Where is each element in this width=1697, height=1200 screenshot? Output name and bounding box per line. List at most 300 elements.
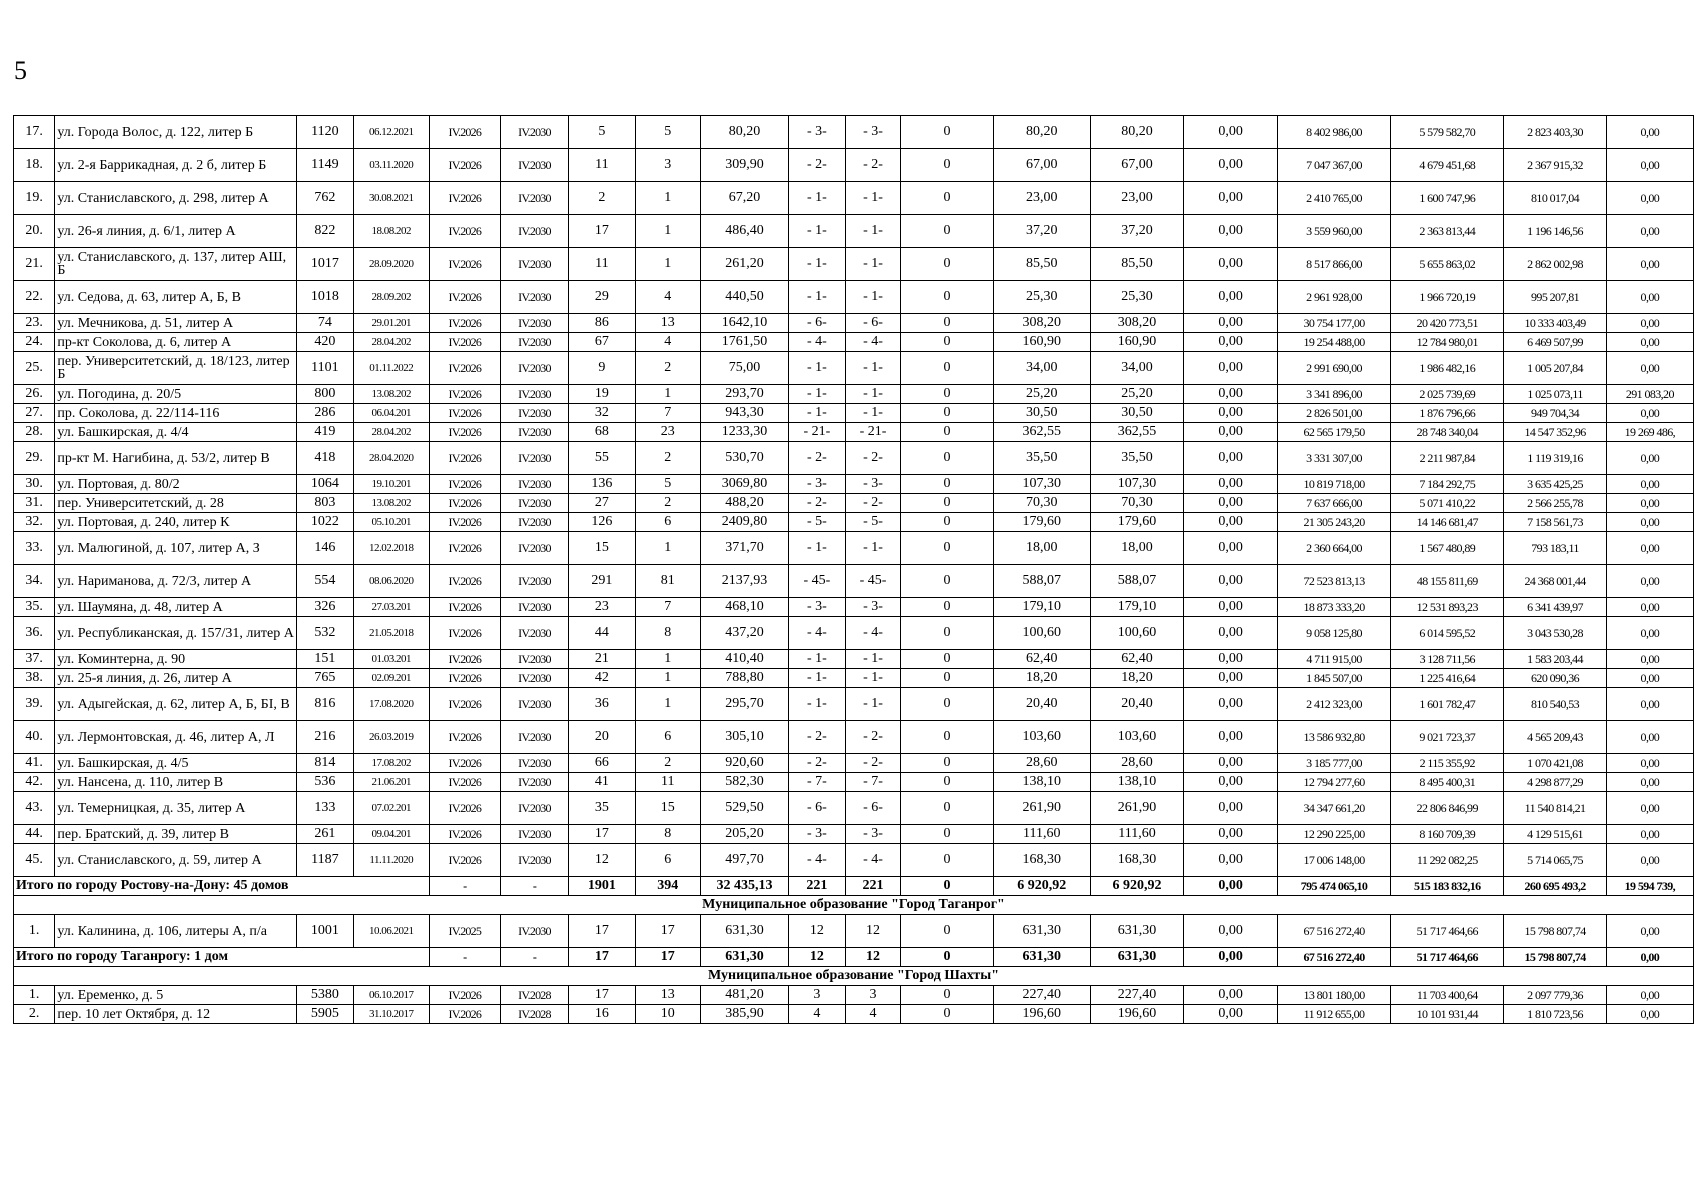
- plan-start-cell: IV.2026: [429, 149, 500, 182]
- area-c-cell: 0,00: [1184, 215, 1278, 248]
- date-cell: 17.08.2020: [353, 688, 429, 721]
- row-number: 29.: [14, 442, 55, 475]
- apartments-cell: 6: [635, 844, 700, 877]
- residents-cell: 17: [569, 215, 635, 248]
- table-row: [14, 494, 1694, 513]
- row-number: 20.: [14, 215, 55, 248]
- row-number: 34.: [14, 565, 55, 598]
- table-row: [14, 1005, 1694, 1024]
- date-cell: 12.02.2018: [353, 532, 429, 565]
- total-fund-cost-cell: 51 717 464,66: [1391, 948, 1504, 967]
- apartments-cell: 8: [635, 617, 700, 650]
- table-row: [14, 248, 1694, 281]
- units-b-cell: - 3-: [845, 475, 901, 494]
- regional-cost-cell: 2 097 779,36: [1504, 986, 1606, 1005]
- address-cell: ул. 2-я Баррикадная, д. 2 б, литер Б: [55, 149, 297, 182]
- registry-number-cell: 1018: [297, 281, 354, 314]
- plan-start-cell: IV.2026: [429, 754, 500, 773]
- area-b-cell: 138,10: [1090, 773, 1184, 792]
- plan-start-cell: IV.2026: [429, 333, 500, 352]
- row-number: 42.: [14, 773, 55, 792]
- plan-end-cell: IV.2030: [500, 565, 569, 598]
- area-cell: 468,10: [700, 598, 788, 617]
- area-b-cell: 308,20: [1090, 314, 1184, 333]
- municipality-heading: Муниципальное образование "Город Таганрог": [14, 896, 1694, 915]
- plan-start-cell: IV.2026: [429, 182, 500, 215]
- table-row: [14, 754, 1694, 773]
- total-cost-cell: 2 412 323,00: [1277, 688, 1390, 721]
- local-cost-cell: 0,00: [1606, 333, 1693, 352]
- regional-cost-cell: 1 810 723,56: [1504, 1005, 1606, 1024]
- fund-cost-cell: 7 184 292,75: [1391, 475, 1504, 494]
- local-cost-cell: 0,00: [1606, 565, 1693, 598]
- local-cost-cell: 0,00: [1606, 494, 1693, 513]
- total-residents-cell: 1901: [569, 877, 635, 896]
- fund-cost-cell: 2 025 739,69: [1391, 385, 1504, 404]
- area-a-cell: 67,00: [993, 149, 1090, 182]
- area-cell: 1642,10: [700, 314, 788, 333]
- units-a-cell: - 4-: [789, 844, 846, 877]
- plan-end-cell: IV.2030: [500, 844, 569, 877]
- units-a-cell: - 1-: [789, 404, 846, 423]
- address-cell: ул. Седова, д. 63, литер А, Б, В: [55, 281, 297, 314]
- date-cell: 28.04.2020: [353, 442, 429, 475]
- fund-cost-cell: 22 806 846,99: [1391, 792, 1504, 825]
- units-a-cell: - 1-: [789, 182, 846, 215]
- date-cell: 21.06.201: [353, 773, 429, 792]
- plan-end-cell: IV.2030: [500, 442, 569, 475]
- area-b-cell: 18,00: [1090, 532, 1184, 565]
- plan-end-cell: IV.2030: [500, 248, 569, 281]
- date-cell: 13.08.202: [353, 385, 429, 404]
- plan-end-cell: IV.2030: [500, 494, 569, 513]
- units-a-cell: - 7-: [789, 773, 846, 792]
- registry-number-cell: 286: [297, 404, 354, 423]
- area-c-cell: 0,00: [1184, 825, 1278, 844]
- area-c-cell: 0,00: [1184, 754, 1278, 773]
- area-a-cell: 179,60: [993, 513, 1090, 532]
- area-c-cell: 0,00: [1184, 281, 1278, 314]
- local-cost-cell: 0,00: [1606, 532, 1693, 565]
- table-row: [14, 149, 1694, 182]
- housing-register-table: [13, 115, 1694, 1024]
- registry-number-cell: 326: [297, 598, 354, 617]
- apartments-cell: 1: [635, 650, 700, 669]
- area-c-cell: 0,00: [1184, 669, 1278, 688]
- residents-cell: 42: [569, 669, 635, 688]
- registry-number-cell: 419: [297, 423, 354, 442]
- area-a-cell: 100,60: [993, 617, 1090, 650]
- units-b-cell: - 4-: [845, 617, 901, 650]
- local-cost-cell: 0,00: [1606, 773, 1693, 792]
- registry-number-cell: 151: [297, 650, 354, 669]
- apartments-cell: 4: [635, 281, 700, 314]
- registry-number-cell: 1001: [297, 915, 354, 948]
- row-number: 1.: [14, 915, 55, 948]
- area-a-cell: 25,30: [993, 281, 1090, 314]
- units-a-cell: - 2-: [789, 754, 846, 773]
- plan-start-cell: IV.2026: [429, 825, 500, 844]
- zero-cell: 0: [901, 475, 994, 494]
- units-a-cell: - 1-: [789, 532, 846, 565]
- address-cell: ул. Шаумяна, д. 48, литер А: [55, 598, 297, 617]
- plan-start-cell: IV.2026: [429, 773, 500, 792]
- residents-cell: 41: [569, 773, 635, 792]
- area-c-cell: 0,00: [1184, 1005, 1278, 1024]
- area-a-cell: 179,10: [993, 598, 1090, 617]
- total-cost-cell: 11 912 655,00: [1277, 1005, 1390, 1024]
- regional-cost-cell: 1 119 319,16: [1504, 442, 1606, 475]
- total-units-a-cell: 12: [789, 948, 846, 967]
- plan-end-cell: IV.2030: [500, 314, 569, 333]
- units-a-cell: - 5-: [789, 513, 846, 532]
- table-row: [14, 314, 1694, 333]
- units-a-cell: - 4-: [789, 617, 846, 650]
- area-cell: 80,20: [700, 116, 788, 149]
- row-number: 23.: [14, 314, 55, 333]
- area-b-cell: 37,20: [1090, 215, 1184, 248]
- area-c-cell: 0,00: [1184, 721, 1278, 754]
- residents-cell: 16: [569, 1005, 635, 1024]
- total-cost-cell: 12 290 225,00: [1277, 825, 1390, 844]
- table-row: [14, 513, 1694, 532]
- zero-cell: 0: [901, 215, 994, 248]
- area-c-cell: 0,00: [1184, 773, 1278, 792]
- local-cost-cell: 0,00: [1606, 598, 1693, 617]
- zero-cell: 0: [901, 532, 994, 565]
- local-cost-cell: 0,00: [1606, 650, 1693, 669]
- total-cost-cell: 8 517 866,00: [1277, 248, 1390, 281]
- plan-end-cell: IV.2030: [500, 688, 569, 721]
- area-cell: 385,90: [700, 1005, 788, 1024]
- apartments-cell: 5: [635, 116, 700, 149]
- apartments-cell: 13: [635, 314, 700, 333]
- total-local-cost-cell: 0,00: [1606, 948, 1693, 967]
- regional-cost-cell: 1 005 207,84: [1504, 352, 1606, 385]
- units-a-cell: - 1-: [789, 248, 846, 281]
- fund-cost-cell: 5 579 582,70: [1391, 116, 1504, 149]
- fund-cost-cell: 1 601 782,47: [1391, 688, 1504, 721]
- apartments-cell: 15: [635, 792, 700, 825]
- residents-cell: 12: [569, 844, 635, 877]
- zero-cell: 0: [901, 565, 994, 598]
- local-cost-cell: 0,00: [1606, 513, 1693, 532]
- units-a-cell: - 6-: [789, 314, 846, 333]
- local-cost-cell: 0,00: [1606, 281, 1693, 314]
- area-a-cell: 85,50: [993, 248, 1090, 281]
- regional-cost-cell: 14 547 352,96: [1504, 423, 1606, 442]
- zero-cell: 0: [901, 333, 994, 352]
- fund-cost-cell: 2 363 813,44: [1391, 215, 1504, 248]
- table-row: [14, 333, 1694, 352]
- area-cell: 481,20: [700, 986, 788, 1005]
- total-area-cell: 32 435,13: [700, 877, 788, 896]
- date-cell: 31.10.2017: [353, 1005, 429, 1024]
- registry-number-cell: 1149: [297, 149, 354, 182]
- plan-start-cell: IV.2026: [429, 494, 500, 513]
- regional-cost-cell: 4 565 209,43: [1504, 721, 1606, 754]
- plan-start-cell: IV.2026: [429, 385, 500, 404]
- area-a-cell: 111,60: [993, 825, 1090, 844]
- total-apartments-cell: 394: [635, 877, 700, 896]
- area-a-cell: 160,90: [993, 333, 1090, 352]
- area-c-cell: 0,00: [1184, 986, 1278, 1005]
- residents-cell: 68: [569, 423, 635, 442]
- zero-cell: 0: [901, 915, 994, 948]
- area-a-cell: 28,60: [993, 754, 1090, 773]
- zero-cell: 0: [901, 650, 994, 669]
- total-area-c-cell: 0,00: [1184, 948, 1278, 967]
- registry-number-cell: 1017: [297, 248, 354, 281]
- residents-cell: 9: [569, 352, 635, 385]
- plan-end-cell: IV.2030: [500, 423, 569, 442]
- plan-end-cell: IV.2030: [500, 385, 569, 404]
- plan-start-cell: IV.2026: [429, 617, 500, 650]
- date-cell: 06.10.2017: [353, 986, 429, 1005]
- units-b-cell: - 2-: [845, 754, 901, 773]
- regional-cost-cell: 3 635 425,25: [1504, 475, 1606, 494]
- plan-start-cell: IV.2026: [429, 352, 500, 385]
- fund-cost-cell: 5 071 410,22: [1391, 494, 1504, 513]
- units-b-cell: - 1-: [845, 532, 901, 565]
- residents-cell: 29: [569, 281, 635, 314]
- area-a-cell: 588,07: [993, 565, 1090, 598]
- total-total-cost-cell: 795 474 065,10: [1277, 877, 1390, 896]
- local-cost-cell: 0,00: [1606, 116, 1693, 149]
- area-a-cell: 62,40: [993, 650, 1090, 669]
- residents-cell: 35: [569, 792, 635, 825]
- area-c-cell: 0,00: [1184, 182, 1278, 215]
- area-cell: 530,70: [700, 442, 788, 475]
- area-c-cell: 0,00: [1184, 475, 1278, 494]
- residents-cell: 55: [569, 442, 635, 475]
- area-c-cell: 0,00: [1184, 333, 1278, 352]
- units-b-cell: - 1-: [845, 669, 901, 688]
- residents-cell: 11: [569, 248, 635, 281]
- total-cost-cell: 19 254 488,00: [1277, 333, 1390, 352]
- date-cell: 28.09.2020: [353, 248, 429, 281]
- area-b-cell: 30,50: [1090, 404, 1184, 423]
- row-number: 36.: [14, 617, 55, 650]
- plan-end-cell: IV.2028: [500, 1005, 569, 1024]
- regional-cost-cell: 10 333 403,49: [1504, 314, 1606, 333]
- plan-end-cell: IV.2030: [500, 754, 569, 773]
- total-units-b-cell: 221: [845, 877, 901, 896]
- units-b-cell: - 2-: [845, 494, 901, 513]
- plan-start-cell: IV.2026: [429, 598, 500, 617]
- total-area-b-cell: 6 920,92: [1090, 877, 1184, 896]
- residents-cell: 17: [569, 825, 635, 844]
- address-cell: пр-кт Соколова, д. 6, литер А: [55, 333, 297, 352]
- units-a-cell: - 1-: [789, 650, 846, 669]
- date-cell: 01.11.2022: [353, 352, 429, 385]
- zero-cell: 0: [901, 1005, 994, 1024]
- area-c-cell: 0,00: [1184, 314, 1278, 333]
- plan-start-cell: IV.2026: [429, 650, 500, 669]
- registry-number-cell: 74: [297, 314, 354, 333]
- apartments-cell: 17: [635, 915, 700, 948]
- area-b-cell: 103,60: [1090, 721, 1184, 754]
- total-cost-cell: 2 826 501,00: [1277, 404, 1390, 423]
- local-cost-cell: 0,00: [1606, 215, 1693, 248]
- total-row: [14, 948, 1694, 967]
- table-row: [14, 598, 1694, 617]
- local-cost-cell: 0,00: [1606, 792, 1693, 825]
- area-cell: 305,10: [700, 721, 788, 754]
- fund-cost-cell: 1 986 482,16: [1391, 352, 1504, 385]
- area-cell: 497,70: [700, 844, 788, 877]
- area-b-cell: 362,55: [1090, 423, 1184, 442]
- plan-start-cell: IV.2026: [429, 513, 500, 532]
- date-cell: 17.08.202: [353, 754, 429, 773]
- residents-cell: 19: [569, 385, 635, 404]
- total-zero-cell: 0: [901, 948, 994, 967]
- local-cost-cell: 0,00: [1606, 1005, 1693, 1024]
- table-row: [14, 915, 1694, 948]
- address-cell: пр-кт М. Нагибина, д. 53/2, литер В: [55, 442, 297, 475]
- area-cell: 943,30: [700, 404, 788, 423]
- area-cell: 261,20: [700, 248, 788, 281]
- address-cell: пер. Университетский, д. 18/123, литер Б: [55, 352, 297, 385]
- units-b-cell: - 1-: [845, 281, 901, 314]
- address-cell: ул. Города Волос, д. 122, литер Б: [55, 116, 297, 149]
- area-b-cell: 196,60: [1090, 1005, 1184, 1024]
- regional-cost-cell: 24 368 001,44: [1504, 565, 1606, 598]
- table-row: [14, 475, 1694, 494]
- regional-cost-cell: 949 704,34: [1504, 404, 1606, 423]
- plan-end-cell: IV.2030: [500, 915, 569, 948]
- row-number: 25.: [14, 352, 55, 385]
- fund-cost-cell: 1 876 796,66: [1391, 404, 1504, 423]
- date-cell: 28.04.202: [353, 423, 429, 442]
- total-cost-cell: 30 754 177,00: [1277, 314, 1390, 333]
- row-number: 17.: [14, 116, 55, 149]
- total-cost-cell: 7 047 367,00: [1277, 149, 1390, 182]
- plan-start-cell: IV.2026: [429, 721, 500, 754]
- area-a-cell: 138,10: [993, 773, 1090, 792]
- address-cell: ул. Темерницкая, д. 35, литер А: [55, 792, 297, 825]
- residents-cell: 32: [569, 404, 635, 423]
- area-b-cell: 34,00: [1090, 352, 1184, 385]
- fund-cost-cell: 1 600 747,96: [1391, 182, 1504, 215]
- area-b-cell: 20,40: [1090, 688, 1184, 721]
- plan-start-cell: IV.2026: [429, 423, 500, 442]
- total-cost-cell: 9 058 125,80: [1277, 617, 1390, 650]
- regional-cost-cell: 11 540 814,21: [1504, 792, 1606, 825]
- area-c-cell: 0,00: [1184, 565, 1278, 598]
- table-row: [14, 986, 1694, 1005]
- units-a-cell: - 1-: [789, 385, 846, 404]
- total-label: Итого по городу Таганрогу: 1 дом: [14, 948, 430, 967]
- regional-cost-cell: 2 566 255,78: [1504, 494, 1606, 513]
- apartments-cell: 1: [635, 215, 700, 248]
- registry-number-cell: 1120: [297, 116, 354, 149]
- units-a-cell: - 4-: [789, 333, 846, 352]
- plan-start-cell: IV.2026: [429, 532, 500, 565]
- table-row: [14, 688, 1694, 721]
- apartments-cell: 2: [635, 494, 700, 513]
- regional-cost-cell: 793 183,11: [1504, 532, 1606, 565]
- registry-number-cell: 765: [297, 669, 354, 688]
- regional-cost-cell: 1 025 073,11: [1504, 385, 1606, 404]
- fund-cost-cell: 11 703 400,64: [1391, 986, 1504, 1005]
- area-cell: 67,20: [700, 182, 788, 215]
- residents-cell: 21: [569, 650, 635, 669]
- plan-end-cell: IV.2030: [500, 650, 569, 669]
- row-number: 44.: [14, 825, 55, 844]
- units-a-cell: - 3-: [789, 116, 846, 149]
- local-cost-cell: 0,00: [1606, 475, 1693, 494]
- plan-end-cell: IV.2030: [500, 149, 569, 182]
- plan-end-cell: IV.2030: [500, 532, 569, 565]
- area-c-cell: 0,00: [1184, 617, 1278, 650]
- plan-start-cell: IV.2026: [429, 281, 500, 314]
- table-row: [14, 844, 1694, 877]
- apartments-cell: 1: [635, 248, 700, 281]
- area-c-cell: 0,00: [1184, 423, 1278, 442]
- local-cost-cell: 0,00: [1606, 688, 1693, 721]
- table-row: [14, 650, 1694, 669]
- date-cell: 11.11.2020: [353, 844, 429, 877]
- units-b-cell: - 2-: [845, 149, 901, 182]
- table-row: [14, 825, 1694, 844]
- plan-end-cell: IV.2030: [500, 598, 569, 617]
- table-row: [14, 116, 1694, 149]
- residents-cell: 15: [569, 532, 635, 565]
- units-b-cell: - 4-: [845, 333, 901, 352]
- total-cost-cell: 18 873 333,20: [1277, 598, 1390, 617]
- address-cell: ул. 26-я линия, д. 6/1, литер А: [55, 215, 297, 248]
- fund-cost-cell: 1 225 416,64: [1391, 669, 1504, 688]
- zero-cell: 0: [901, 844, 994, 877]
- row-number: 1.: [14, 986, 55, 1005]
- area-c-cell: 0,00: [1184, 494, 1278, 513]
- total-cost-cell: 1 845 507,00: [1277, 669, 1390, 688]
- units-b-cell: - 1-: [845, 385, 901, 404]
- area-c-cell: 0,00: [1184, 352, 1278, 385]
- date-cell: 02.09.201: [353, 669, 429, 688]
- residents-cell: 66: [569, 754, 635, 773]
- total-local-cost-cell: 19 594 739,: [1606, 877, 1693, 896]
- total-cost-cell: 17 006 148,00: [1277, 844, 1390, 877]
- area-a-cell: 261,90: [993, 792, 1090, 825]
- zero-cell: 0: [901, 773, 994, 792]
- units-b-cell: - 1-: [845, 248, 901, 281]
- apartments-cell: 2: [635, 352, 700, 385]
- units-b-cell: - 6-: [845, 792, 901, 825]
- total-cost-cell: 4 711 915,00: [1277, 650, 1390, 669]
- date-cell: 26.03.2019: [353, 721, 429, 754]
- area-cell: 309,90: [700, 149, 788, 182]
- registry-number-cell: 532: [297, 617, 354, 650]
- area-a-cell: 70,30: [993, 494, 1090, 513]
- apartments-cell: 1: [635, 669, 700, 688]
- apartments-cell: 5: [635, 475, 700, 494]
- regional-cost-cell: 995 207,81: [1504, 281, 1606, 314]
- area-a-cell: 107,30: [993, 475, 1090, 494]
- row-number: 26.: [14, 385, 55, 404]
- plan-start-cell: IV.2026: [429, 565, 500, 598]
- registry-number-cell: 536: [297, 773, 354, 792]
- residents-cell: 2: [569, 182, 635, 215]
- fund-cost-cell: 48 155 811,69: [1391, 565, 1504, 598]
- regional-cost-cell: 1 070 421,08: [1504, 754, 1606, 773]
- residents-cell: 86: [569, 314, 635, 333]
- plan-start-cell: IV.2026: [429, 215, 500, 248]
- regional-cost-cell: 6 341 439,97: [1504, 598, 1606, 617]
- regional-cost-cell: 1 196 146,56: [1504, 215, 1606, 248]
- table-row: [14, 565, 1694, 598]
